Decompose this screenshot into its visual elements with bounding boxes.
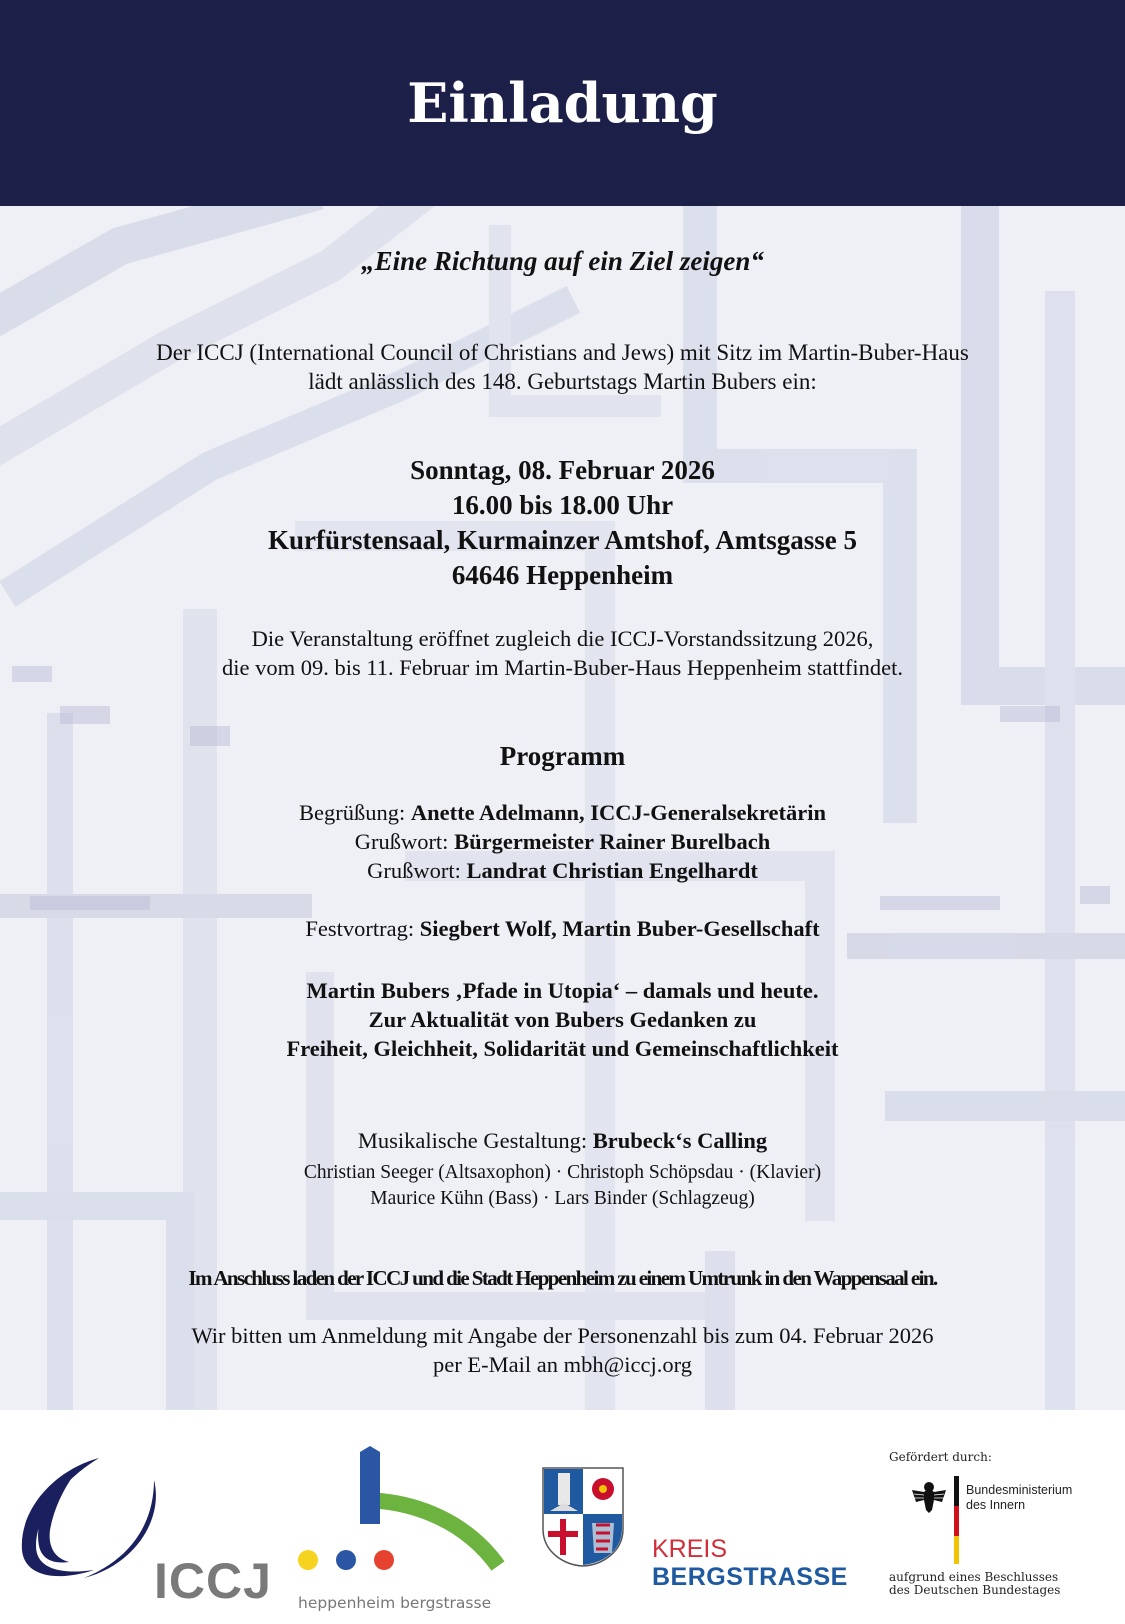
festvortrag-speaker: Siegbert Wolf, Martin Buber-Gesellschaft xyxy=(419,916,820,941)
reception-note: Im Anschluss laden der ICCJ und die Stadt Heppenheim zu einem Umtrunk in den Wappensaal ein. xyxy=(188,1266,937,1290)
kreis-line2: BERGSTRASSE xyxy=(652,1563,848,1591)
event-city: 64646 Heppenheim xyxy=(451,560,674,590)
heppenheim-logo-text: heppenheim bergstrasse xyxy=(298,1594,492,1612)
music-label: Musikalische Gestaltung: xyxy=(357,1128,588,1153)
heppenheim-emblem-icon xyxy=(298,1444,508,1584)
rsvp-text xyxy=(0,1321,1125,1379)
coat-of-arms-icon xyxy=(542,1467,624,1567)
flag-stripe-gold xyxy=(954,1536,959,1564)
musicians-list xyxy=(0,1160,1125,1212)
bundestag-decision xyxy=(889,1571,1060,1597)
kreis-bergstrasse-logo xyxy=(542,1467,848,1591)
programm-list xyxy=(0,798,1125,885)
header-banner xyxy=(0,0,1125,206)
talk-title xyxy=(0,976,1125,1063)
note-line: Die Veranstaltung eröffnet zugleich die ICCJ-Vorstandssitzung 2026, xyxy=(251,626,874,651)
intro-line: lädt anlässlich des 148. Geburtstags Martin Bubers ein: xyxy=(308,369,817,394)
programm-item-value: Bürgermeister Rainer Burelbach xyxy=(454,829,771,854)
festvortrag xyxy=(0,916,1125,942)
federal-eagle-icon xyxy=(910,1480,948,1514)
rsvp-email-line[interactable]: per E-Mail an mbh@iccj.org xyxy=(433,1352,692,1377)
programm-item-label: Grußwort: xyxy=(367,858,461,883)
talk-line: Zur Aktualität von Bubers Gedanken zu xyxy=(368,1007,757,1032)
decision-line: des Deutschen Bundestages xyxy=(889,1583,1061,1597)
programm-heading: Programm xyxy=(499,741,626,771)
note-line: die vom 09. bis 11. Februar im Martin-Buber-Haus Heppenheim stattfindet. xyxy=(221,655,904,680)
intro-text xyxy=(0,338,1125,396)
kreis-line1: KREIS xyxy=(652,1535,728,1563)
bmi-line: Bundesministerium xyxy=(966,1483,1073,1497)
programm-item-label: Begrüßung: xyxy=(298,800,406,825)
intro-line: Der ICCJ (International Council of Christians and Jews) mit Sitz im Martin-Buber-Haus xyxy=(156,340,969,365)
musicians-line: Christian Seeger (Altsaxophon) · Christoph Schöpsdau · (Klavier) xyxy=(303,1162,822,1183)
motto-quote: „Eine Richtung auf ein Ziel zeigen“ xyxy=(361,246,764,276)
flag-stripe-red xyxy=(954,1506,959,1536)
event-note xyxy=(0,624,1125,682)
event-time: 16.00 bis 18.00 Uhr xyxy=(451,490,674,520)
decision-line: aufgrund eines Beschlusses xyxy=(889,1570,1059,1584)
talk-line: Martin Bubers ‚Pfade in Utopia‘ – damals und heute. xyxy=(306,978,819,1003)
flag-stripe-black xyxy=(954,1476,959,1506)
iccj-logo xyxy=(14,1450,272,1609)
event-date: Sonntag, 08. Februar 2026 xyxy=(410,455,715,485)
bmi-line: des Innern xyxy=(966,1498,1026,1512)
iccj-logo-text: ICCJ xyxy=(154,1553,272,1609)
music-band: Brubeck‘s Calling xyxy=(592,1128,768,1153)
event-details xyxy=(0,453,1125,593)
programm-item xyxy=(0,856,1125,885)
musicians-line: Maurice Kühn (Bass) · Lars Binder (Schlagzeug) xyxy=(370,1188,755,1209)
programm-item xyxy=(0,827,1125,856)
talk-line: Freiheit, Gleichheit, Solidarität und Gemeinschaftlichkeit xyxy=(286,1036,839,1061)
festvortrag-label: Festvortrag: xyxy=(305,916,415,941)
programm-item-label: Grußwort: xyxy=(354,829,449,854)
programm-item xyxy=(0,798,1125,827)
invitation-body xyxy=(0,206,1125,1410)
rsvp-line: Wir bitten um Anmeldung mit Angabe der Personenzahl bis zum 04. Februar 2026 xyxy=(191,1323,934,1348)
page-title: Einladung xyxy=(407,71,718,135)
programm-item-value: Landrat Christian Engelhardt xyxy=(466,858,758,883)
programm-item-value: Anette Adelmann, ICCJ-Generalsekretärin xyxy=(410,800,827,825)
funded-by-label: Gefördert durch: xyxy=(889,1450,992,1464)
event-venue: Kurfürstensaal, Kurmainzer Amtshof, Amtsgasse 5 xyxy=(268,525,857,555)
music-credit xyxy=(0,1128,1125,1154)
bmi-name xyxy=(966,1483,1072,1513)
heppenheim-logo xyxy=(298,1444,508,1612)
